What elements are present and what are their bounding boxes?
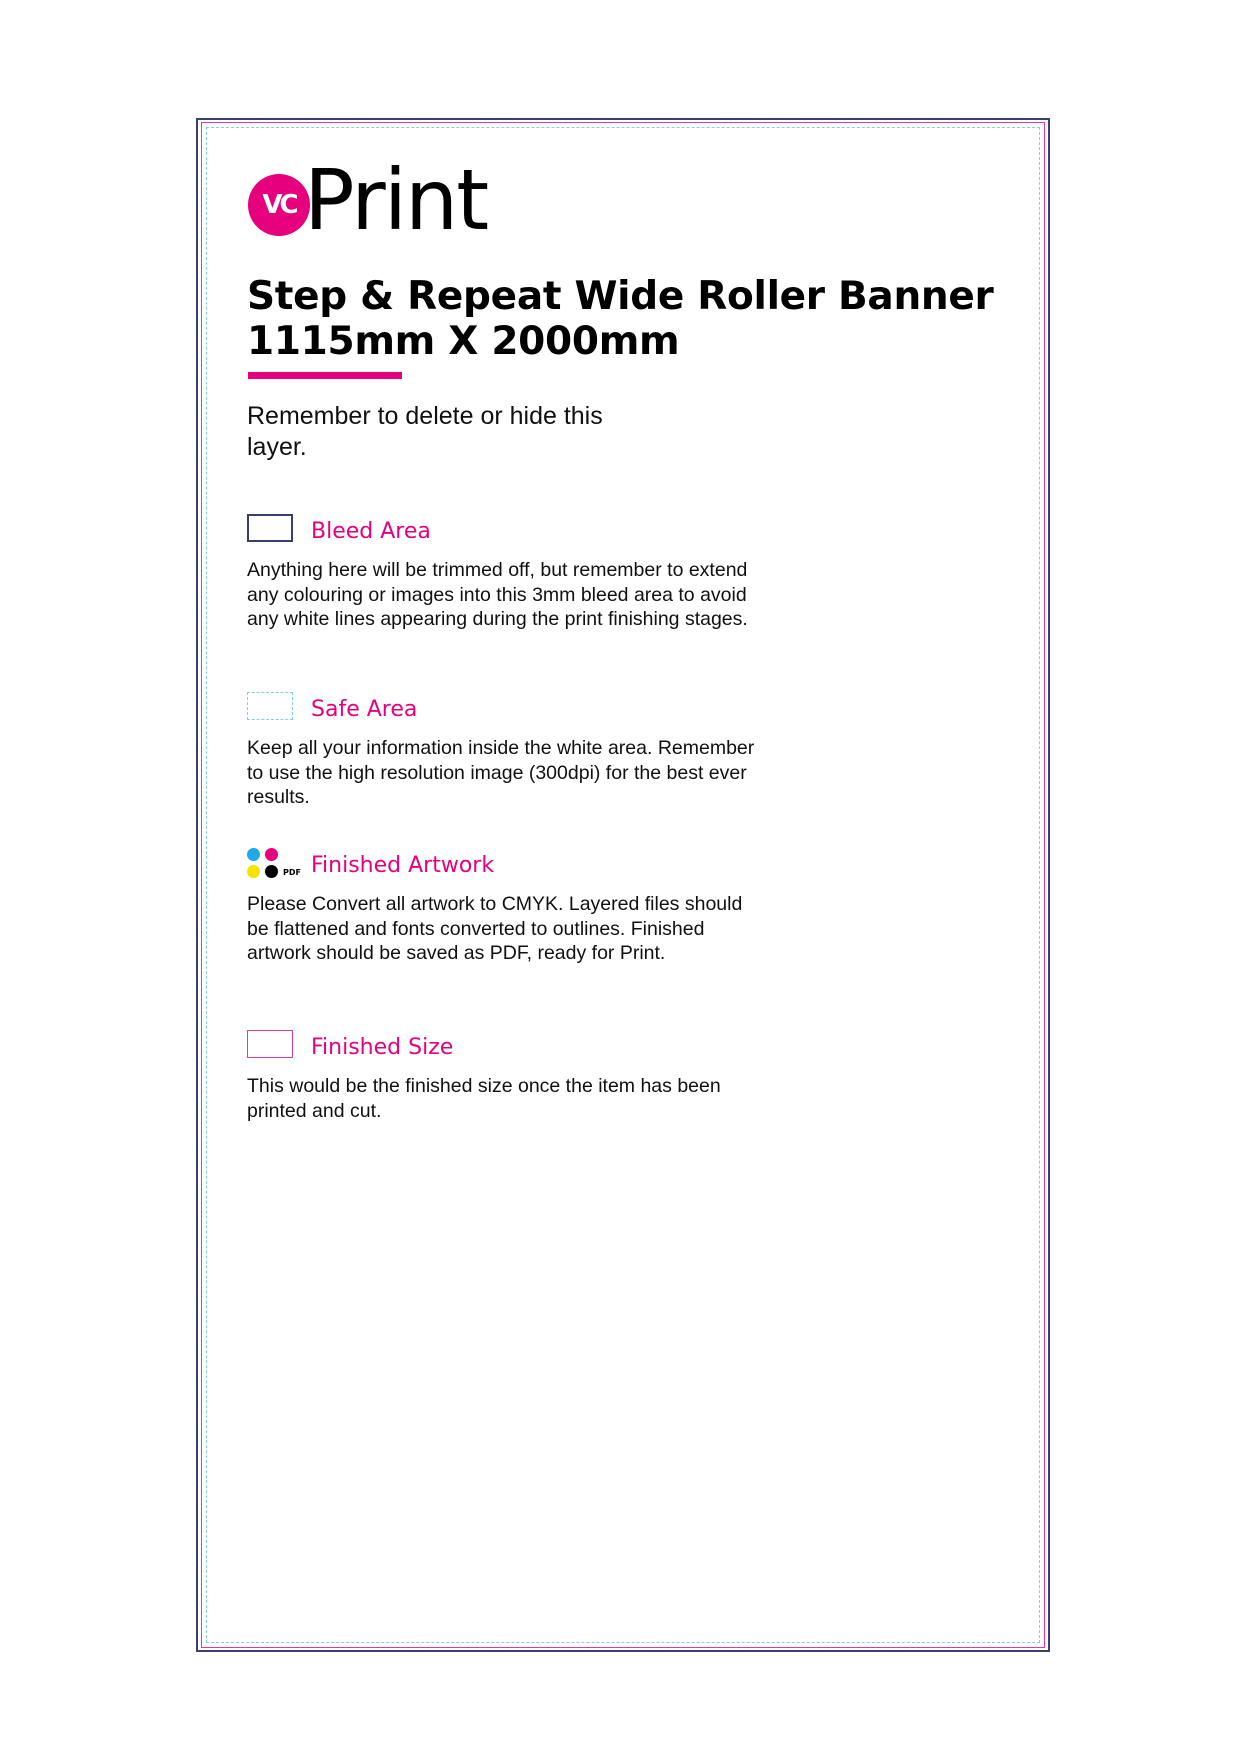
section-body: Anything here will be trimmed off, but remember to extend any colouring or images into this 3mm bleed area to avoid any white lines appearing during the print finishing stages. [247,559,748,630]
section-header [247,848,767,882]
title-line-2: 1115mm X 2000mm [247,319,680,364]
section-body: Please Convert all artwork to CMYK. Layered files should be flattened and fonts converted to outlines. Finished artwork should be saved as PDF, ready for Print. [247,893,743,964]
section-title: Finished Artwork [311,853,495,878]
logo-wordmark: Print [304,151,488,249]
finished-swatch-icon [247,1030,293,1058]
title-line-1: Step & Repeat Wide Roller Banner [247,274,994,319]
cyan-dot-icon [247,848,260,861]
section-header [247,692,767,726]
magenta-dot-icon [265,848,278,861]
section-safe-area [247,692,767,810]
section-body: This would be the finished size once the item has been printed and cut. [247,1075,721,1122]
vcprint-logo [248,151,488,249]
section-title: Safe Area [311,697,418,722]
page-title [247,274,993,364]
yellow-dot-icon [247,865,260,878]
section-header [247,1030,767,1064]
title-accent-bar [248,372,402,379]
section-title: Finished Size [311,1035,454,1060]
section-bleed-area [247,514,767,632]
section-body: Keep all your information inside the white area. Remember to use the high resolution image (300dpi) for the best ever results. [247,737,755,808]
section-finished-size [247,1030,767,1123]
reminder-note: Remember to delete or hide this layer. [247,402,603,461]
cmyk-dots-icon [247,848,307,880]
pdf-icon: PDF [283,868,301,877]
bleed-swatch-icon [247,514,293,542]
logo-badge: VC [248,174,310,236]
safe-swatch-icon [247,692,293,720]
section-finished-artwork [247,848,767,966]
section-header [247,514,767,548]
black-dot-icon [265,865,278,878]
section-title: Bleed Area [311,519,431,544]
